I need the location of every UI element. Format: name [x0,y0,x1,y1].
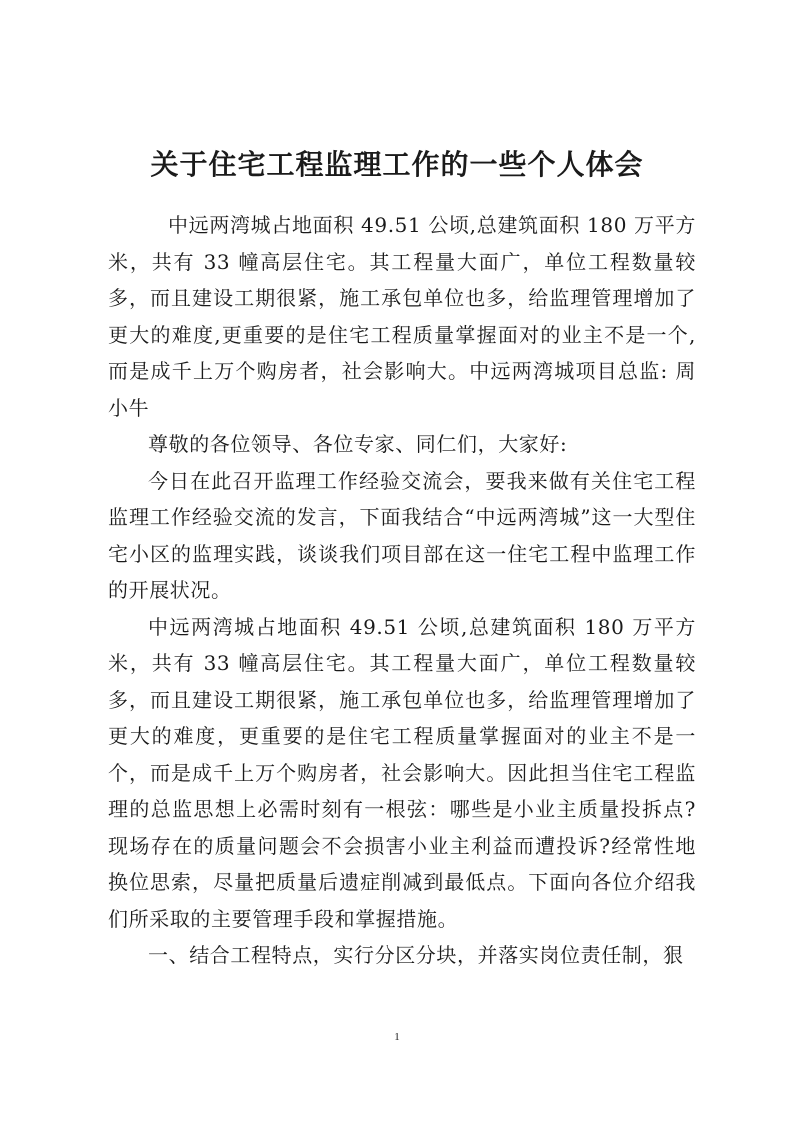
paragraph-purpose: 今日在此召开监理工作经验交流会，要我来做有关住宅工程监理工作经验交流的发言，下面我结合“中远两湾城”这一大型住宅小区的监理实践，谈谈我们项目部在这一住宅工程中监理工作的开展状况。 [108,468,696,602]
paragraph-intro: 中远两湾城占地面积 49.51 公顷,总建筑面积 180 万平方米，共有 33 幢高层住宅。其工程量大面广，单位工程数量较多，而且建设工期很紧，施工承包单位也多，给监理管理增加了更大的难度,更重要的是住宅工程质量掌握面对的业主不是一个,而是成千上万个购房者，社会影响大。中远两湾城项目总监: 周小牛 [108,213,696,420]
document-body [108,207,696,974]
paragraph-greeting: 尊敬的各位领导、各位专家、同仁们，大家好: [148,432,568,456]
paragraph-section-one: 一、结合工程特点，实行分区分块，并落实岗位责任制，狠 [148,943,684,967]
paragraph-project-overview: 中远两湾城占地面积 49.51 公顷,总建筑面积 180 万平方米，共有 33 幢高层住宅。其工程量大面广，单位工程数量较多，而且建设工期很紧，施工承包单位也多，给监理管理增加了更大的难度，更重要的是住宅工程质量掌握面对的业主不是一个，而是成千上万个购房者，社会影响大。因此担当住宅工程监理的总监思想上必需时刻有一根弦：哪些是小业主质量投拆点?现场存在的质量问题会不会损害小业主利益而遭投诉?经常性地换位思索，尽量把质量后遗症削减到最低点。下面向各位介绍我们所采取的主要管理手段和掌握措施。 [108,614,696,931]
page-number: 1 [394,1031,400,1043]
document-title: 关于住宅工程监理工作的一些个人体会 [150,148,644,181]
